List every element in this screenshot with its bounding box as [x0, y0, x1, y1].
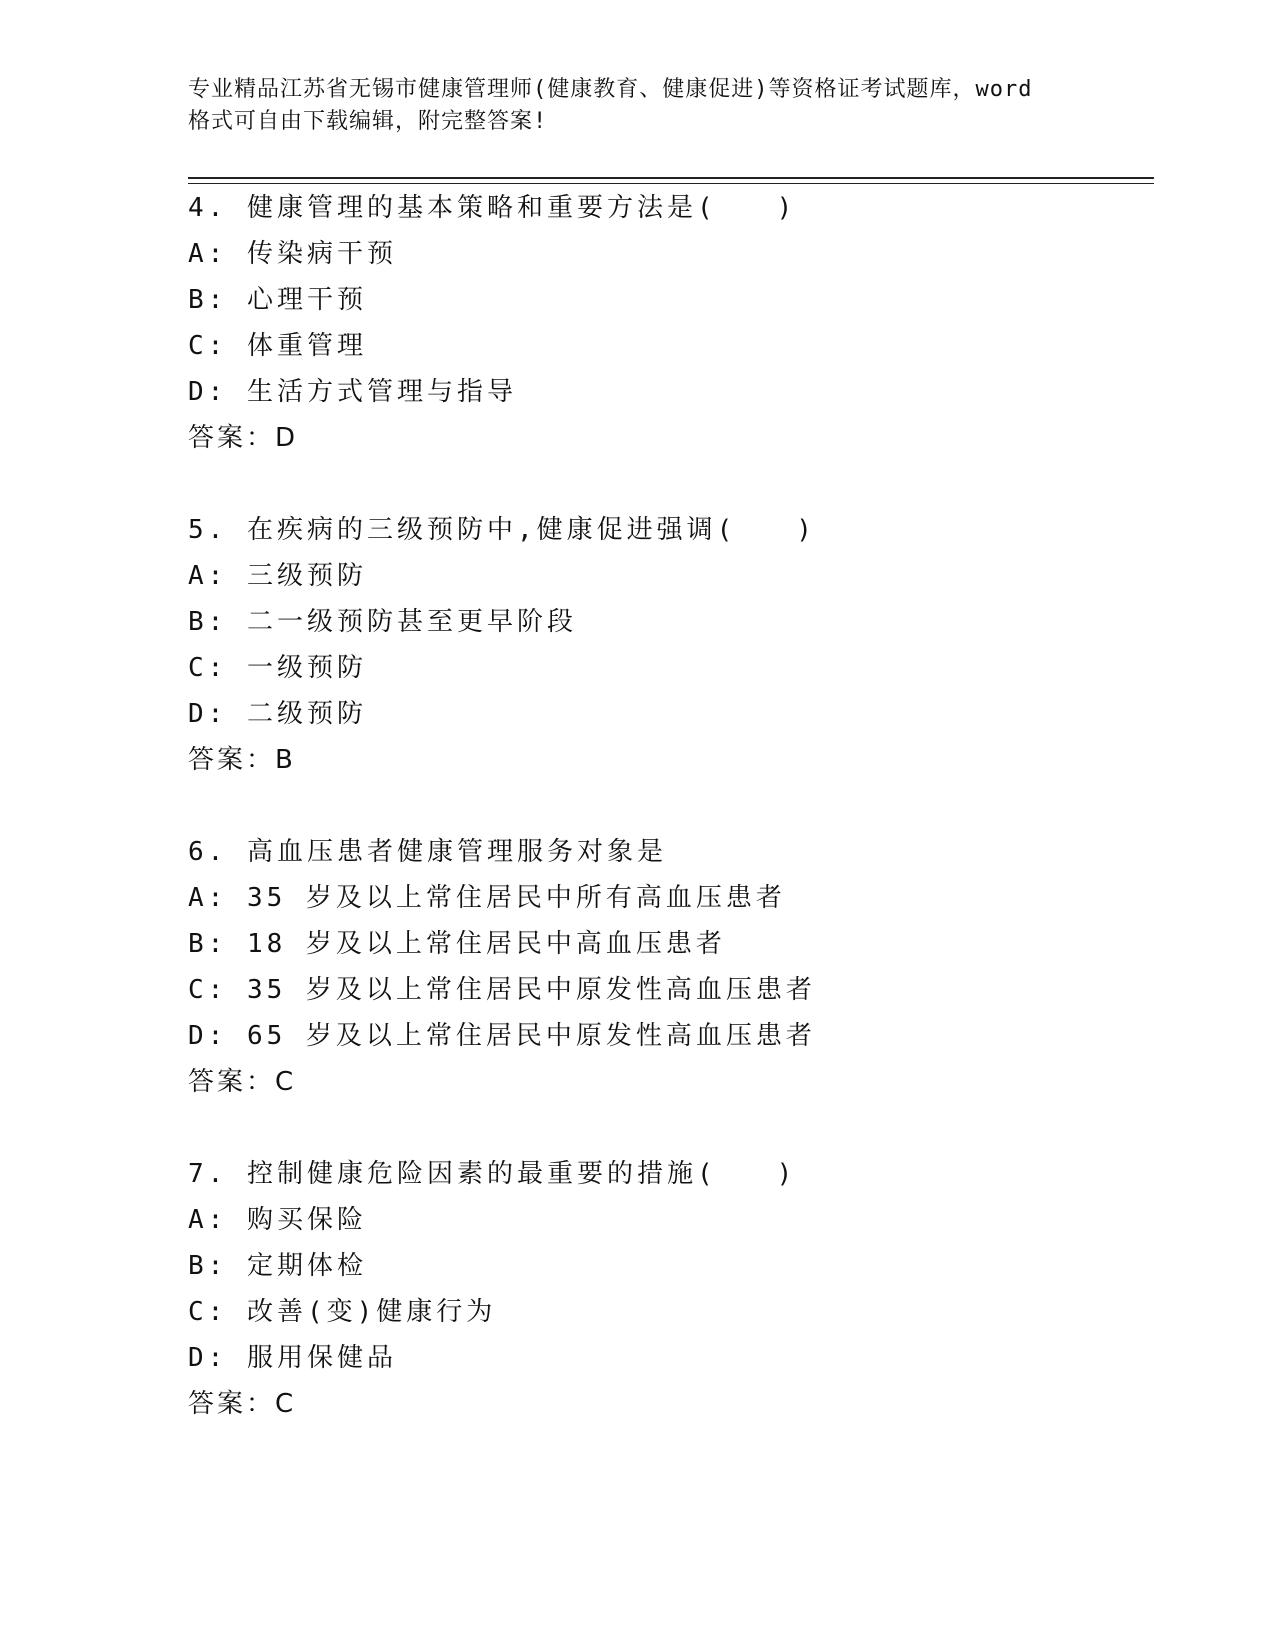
document-header — [188, 74, 1088, 138]
answer: 答案：C — [188, 1067, 297, 1097]
option-c: C: 体重管理 — [188, 331, 367, 361]
option-a: A: 购买保险 — [188, 1205, 367, 1235]
question-6 — [188, 829, 1088, 1105]
answer: 答案：B — [188, 745, 296, 775]
option-c: C: 35 岁及以上常住居民中原发性高血压患者 — [188, 975, 816, 1005]
option-a: A: 传染病干预 — [188, 239, 397, 269]
answer: 答案：D — [188, 423, 299, 453]
question-5 — [188, 507, 1088, 783]
option-c: C: 一级预防 — [188, 653, 367, 683]
header-line-2: 格式可自由下载编辑，附完整答案! — [188, 109, 548, 134]
header-divider-thick — [188, 177, 1154, 179]
option-a: A: 35 岁及以上常住居民中所有高血压患者 — [188, 883, 786, 913]
option-b: B: 心理干预 — [188, 285, 367, 315]
option-d: D: 生活方式管理与指导 — [188, 377, 517, 407]
option-c: C: 改善(变)健康行为 — [188, 1297, 497, 1327]
question-stem: 5. 在疾病的三级预防中,健康促进强调( ) — [188, 515, 816, 545]
option-b: B: 定期体检 — [188, 1251, 367, 1281]
header-divider-thin — [188, 183, 1154, 184]
question-4 — [188, 185, 1088, 461]
header-line-1: 专业精品江苏省无锡市健康管理师(健康教育、健康促进)等资格证考试题库，word — [188, 77, 1033, 102]
option-b: B: 二一级预防甚至更早阶段 — [188, 607, 577, 637]
answer: 答案：C — [188, 1389, 297, 1419]
option-d: D: 65 岁及以上常住居民中原发性高血压患者 — [188, 1021, 816, 1051]
question-stem: 4. 健康管理的基本策略和重要方法是( ) — [188, 193, 797, 223]
question-stem: 7. 控制健康危险因素的最重要的措施( ) — [188, 1159, 797, 1189]
question-stem: 6. 高血压患者健康管理服务对象是 — [188, 837, 667, 867]
question-7 — [188, 1151, 1088, 1427]
option-d: D: 二级预防 — [188, 699, 367, 729]
option-d: D: 服用保健品 — [188, 1343, 397, 1373]
option-b: B: 18 岁及以上常住居民中高血压患者 — [188, 929, 726, 959]
option-a: A: 三级预防 — [188, 561, 367, 591]
